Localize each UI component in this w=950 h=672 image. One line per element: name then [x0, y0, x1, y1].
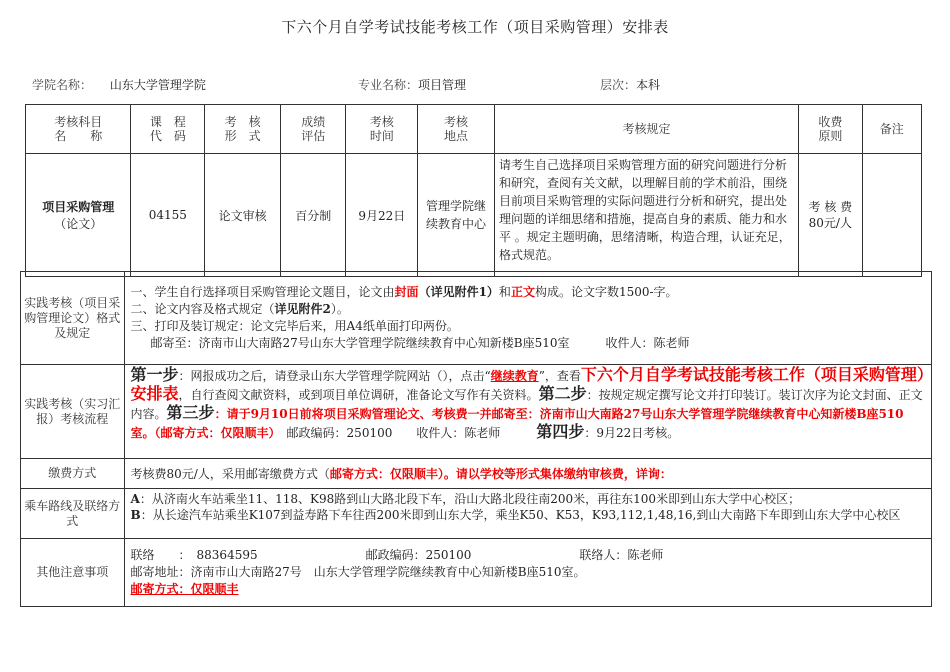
header-form: 考 核 形 式: [205, 105, 281, 154]
page-title: 下六个月自学考试技能考核工作（项目采购管理）安排表: [281, 18, 669, 36]
route-label: 乘车路线及联络方式: [21, 489, 125, 539]
format-line-4: 邮寄至：济南市山大南路27号山东大学管理学院继续教育中心知新楼B座510室 收件人：陈老师: [150, 336, 690, 350]
level-label: 层次：: [600, 78, 637, 92]
format-line-2: 二、论文内容及格式规定（详见附件2）。: [130, 302, 349, 316]
other-label: 其他注意事项: [21, 539, 125, 607]
header-subject-name: 考核科目 名 称: [26, 105, 131, 154]
address-line: 邮寄地址：济南市山大南路27号 山东大学管理学院继续教育中心知新楼B座510室。: [130, 565, 586, 579]
step-2-title: 第二步: [538, 384, 587, 403]
other-content: [124, 539, 931, 607]
major-label: 专业名称：: [358, 78, 419, 92]
payment-label: 缴费方式: [21, 459, 125, 489]
practice-format-content: [124, 272, 931, 365]
level-info: [600, 76, 660, 93]
cell-subject-name: [26, 154, 131, 277]
cell-course-code: 04155: [131, 154, 205, 277]
header-time: 考核 时间: [346, 105, 418, 154]
step-4-title: 第四步: [536, 422, 585, 441]
payment-content: 考核费80元/人，采用邮寄缴费方式（邮寄方式：仅限顺丰）。请以学校等形式集体缴纳审核费，详询：: [124, 459, 931, 489]
header-fee-rule: 收费 原则: [799, 105, 862, 154]
cell-rules: [494, 154, 798, 277]
table-header-row: [26, 105, 922, 154]
body-text: 正文: [510, 285, 535, 299]
format-line-1: 一、学生自行选择项目采购管理论文题目，论文由封面（详见附件1）和正文构成。论文字数1500-字。: [130, 285, 678, 299]
header-grading: 成绩 评估: [280, 105, 346, 154]
header-place: 考核 地点: [418, 105, 495, 154]
level-name: 本科: [636, 78, 661, 92]
table-row: [21, 489, 932, 539]
table-row: [21, 459, 932, 489]
practice-format-label: 实践考核（项目采购管理论文）格式及规定: [21, 272, 125, 365]
subject-name: 项目采购管理: [42, 200, 115, 214]
rules-text: 请考生自己选择项目采购管理方面的研究问题进行分析和研究，查阅有关文献，以理解目前的学术前沿，围绕目前项目采购管理的实际问题进行分析和研究，提出处理问题的详细思绪和措施，提高自身的素质、能力和水平 。规定主题明确，思绪清晰，构造合理，认证充足，格式规范。: [498, 158, 791, 262]
mail-method: 邮寄方式：仅限顺丰: [130, 582, 239, 596]
table-row: [21, 539, 932, 607]
cell-notes: [862, 154, 921, 277]
college-name: 山东大学管理学院: [109, 78, 206, 92]
table-row: [21, 272, 932, 365]
cover-text: 封面: [394, 285, 419, 299]
continuing-education-link[interactable]: 继续教育: [490, 369, 539, 383]
subject-sub: （论文）: [54, 217, 103, 231]
college-label: 学院名称：: [32, 78, 93, 92]
college-info: [32, 76, 206, 93]
cell-form: 论文审核: [205, 154, 281, 277]
table-row: [26, 154, 922, 277]
header-course-code: 课 程 代 码: [131, 105, 205, 154]
schedule-table: [25, 104, 922, 277]
header-rules: 考核规定: [494, 105, 798, 154]
practice-process-content: 第一步：网报成功之后，请登录山东大学管理学院网站（），点击“继续教育”，查看下六个月自学考试技能考核工作（项目采购管理）安排表，自行查阅文献资料，或到项目单位调研，准备论文写作有关资料。第二步：按规定规定撰写论文并打印装订。装订次序为论文封面、正文内容。第三步：请于9月10日前将项目采购管理论文、考核费一并邮寄至：济南市山大南路27号山东大学管理学院继续教育中心知新楼B座510室。（邮寄方式：仅限顺丰） 邮政编码：250100 收件人：陈老师 第四步：9月22日考核。: [124, 365, 931, 459]
format-line-3: 三、打印及装订规定：论文完毕后来，用A4纸单面打印两份。: [130, 319, 459, 333]
cell-fee: 考 核 费 80元/人: [799, 154, 862, 277]
cell-grading: 百分制: [280, 154, 346, 277]
contact-line: 联络 ： 88364595 邮政编码：250100 联络人：陈老师: [130, 548, 664, 562]
route-content: A：从济南火车站乘坐11、118、K98路到山大路北段下车，沿山大路北段往南200米，再往东100米即到山东大学中心校区； B：从长途汽车站乘坐K107到益寿路下车往西200米即到山东大学，乘坐K50、K53，K93,112,1,48,16,到山大南路下车即到山东大学中心校区: [124, 489, 931, 539]
details-table: [20, 271, 932, 607]
major-info: [358, 76, 466, 93]
practice-process-label: 实践考核（实习汇报）考核流程: [21, 365, 125, 459]
step-3-title: 第三步: [166, 403, 215, 422]
major-name: 项目管理: [418, 78, 467, 92]
step-1-title: 第一步: [130, 365, 179, 384]
cell-place: 管理学院继续教育中心: [418, 154, 495, 277]
table-row: [21, 365, 932, 459]
cell-time: 9月22日: [346, 154, 418, 277]
header-notes: 备注: [862, 105, 921, 154]
